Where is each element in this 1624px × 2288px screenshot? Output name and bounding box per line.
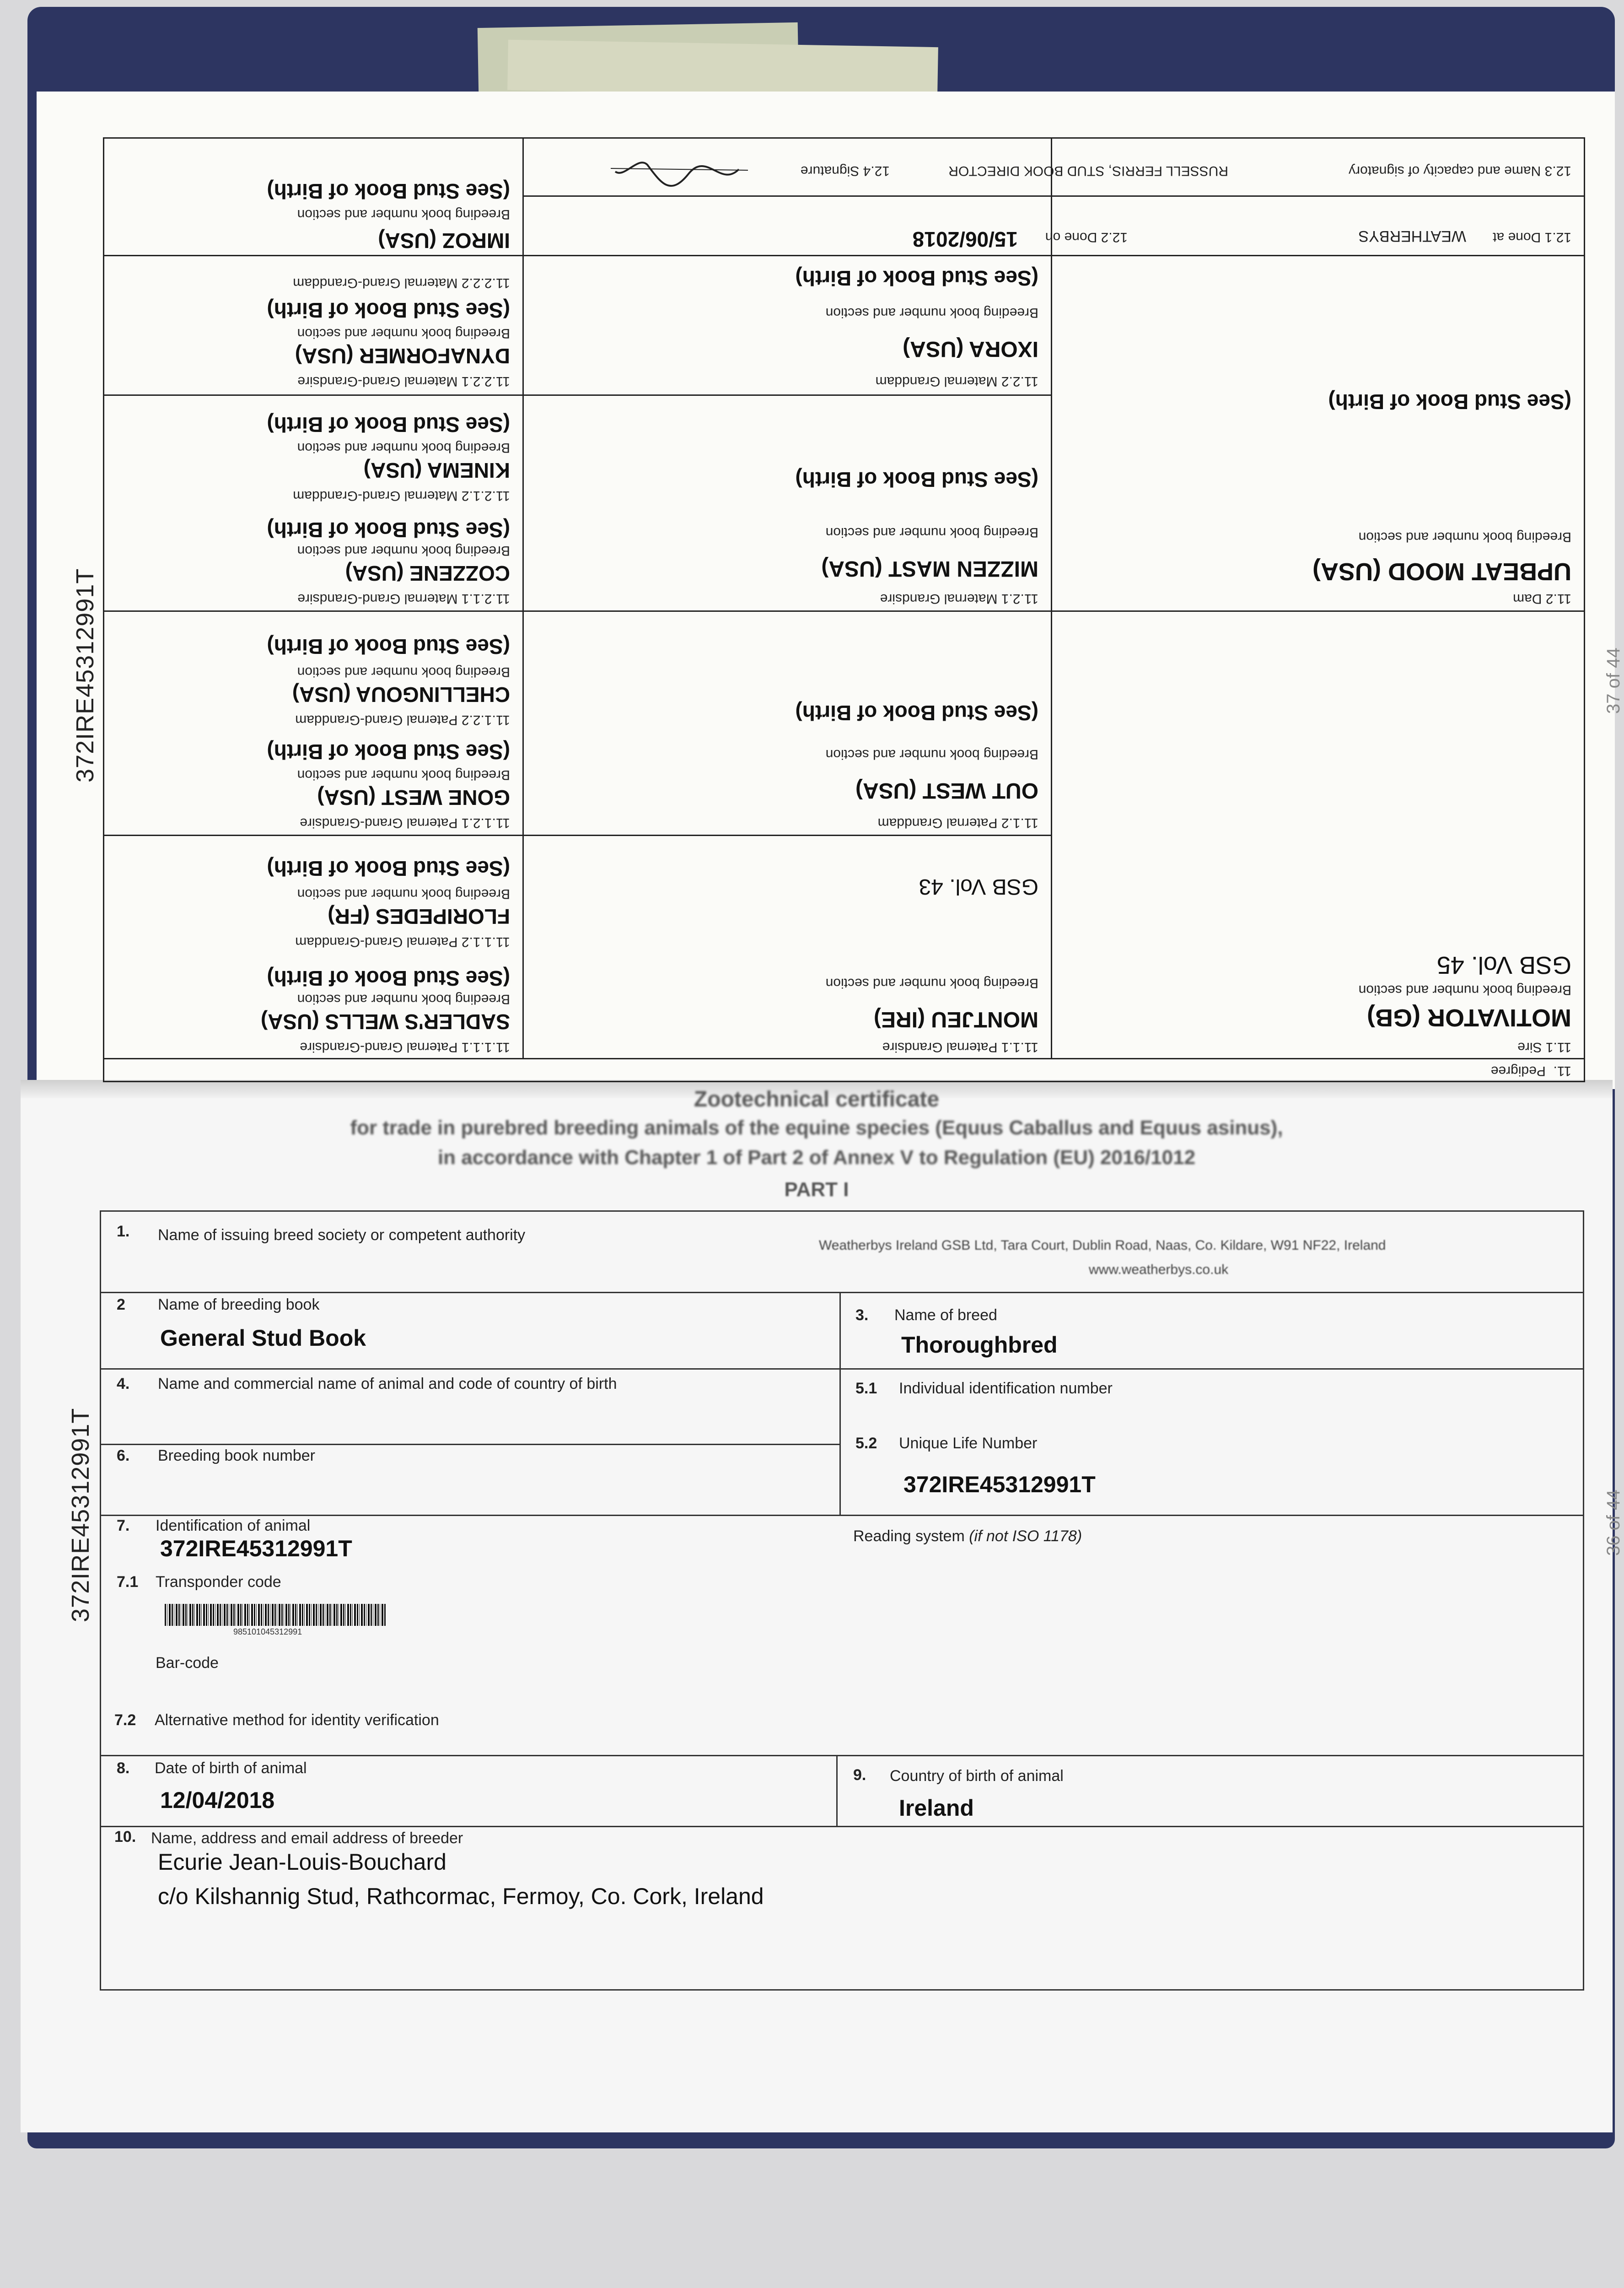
field-label: Name, address and email address of breeder [151, 1829, 463, 1847]
sire-code: 11.1 Sire [1517, 1040, 1571, 1055]
great-grandparent-book-label: Breeding book number and section [297, 886, 510, 901]
great-grandparent-code: 11.2.2.1 Maternal Grand-Grandsire [297, 374, 510, 389]
field-number: 1. [117, 1223, 130, 1240]
breeder-address: c/o Kilshannig Stud, Rathcormac, Fermoy, Co. Cork, Ireland [158, 1883, 764, 1909]
unique-life-number-value: 372IRE45312991T [903, 1472, 1096, 1497]
grandparent-book-value: (See Stud Book of Birth) [795, 266, 1038, 290]
great-grandparent-code: 11.2.1.1 Maternal Grand-Grandsire [297, 591, 510, 606]
identification-value: 372IRE45312991T [160, 1536, 352, 1561]
field-number: 2 [117, 1296, 125, 1313]
certificate-subtitle-2: in accordance with Chapter 1 of Part 2 of Annex V to Regulation (EU) 2016/1012 [437, 1146, 1196, 1169]
paper-tab [507, 40, 938, 97]
field-number: 7.2 [114, 1711, 136, 1729]
grandparent-book-value: GSB Vol. 43 [919, 874, 1038, 899]
grandparent-book-label: Breeding book number and section [825, 747, 1038, 762]
dam-name: UPBEAT MOOD (USA) [1312, 558, 1571, 585]
great-grandparent-code: 11.2.1.2 Maternal Grand-Granddam [293, 488, 510, 503]
certificate-title: Zootechnical certificate [694, 1087, 940, 1112]
great-grandparent-code: 11.1.1.1 Paternal Grand-Grandsire [300, 1040, 510, 1055]
great-grandparent-book-label: Breeding book number and section [297, 326, 510, 341]
grandparent-name: OUT WEST (USA) [855, 778, 1038, 803]
field-number: 4. [117, 1375, 130, 1392]
field-label: Unique Life Number [899, 1435, 1038, 1452]
issuing-authority-url[interactable]: www.weatherbys.co.uk [1089, 1262, 1229, 1277]
field-label: Identification of animal [156, 1517, 311, 1534]
field-label: Individual identification number [899, 1380, 1113, 1397]
reading-system-note: (if not ISO 1178) [969, 1527, 1082, 1545]
sire-book-label: Breeding book number and section [1358, 982, 1571, 998]
reading-system-label: Reading system [853, 1527, 965, 1545]
side-identifier-lower: 372IRE45312991T [67, 1408, 94, 1622]
section-label: Pedigree [1490, 1063, 1546, 1079]
breeding-book-value: General Stud Book [160, 1325, 366, 1351]
great-grandparent-book-label: Breeding book number and section [297, 440, 510, 455]
great-grandparent-book-value: (See Stud Book of Birth) [267, 857, 510, 880]
signature-label: 12.4 Signature [800, 163, 890, 178]
great-grandparent-name: KINEMA (USA) [363, 459, 510, 482]
field-label: Name and commercial name of animal and code of country of birth [158, 1375, 617, 1392]
field-number: 8. [117, 1759, 130, 1777]
dam-book-label: Breeding book number and section [1358, 529, 1571, 545]
signature-mark [611, 142, 748, 197]
great-grandparent-code: 11.1.1.2 Paternal Grand-Granddam [295, 934, 510, 950]
field-label: Name of breeding book [158, 1296, 320, 1313]
field-number: 6. [117, 1447, 130, 1464]
great-grandparent-code: 11.2.2.2 Maternal Grand-Granddam [293, 275, 510, 291]
barcode-label: Bar-code [156, 1654, 219, 1672]
issuing-authority-value: Weatherbys Ireland GSB Ltd, Tara Court, Dublin Road, Naas, Co. Kildare, W91 NF22, Ireland [819, 1238, 1386, 1253]
transponder-barcode [165, 1604, 387, 1626]
done-on-value: 15/06/2018 [912, 227, 1018, 251]
great-grandparent-book-value: (See Stud Book of Birth) [267, 298, 510, 322]
field-label: Name of breed [894, 1306, 997, 1324]
field-label: Country of birth of animal [890, 1767, 1064, 1785]
grandparent-book-value: (See Stud Book of Birth) [795, 468, 1038, 491]
great-grandparent-book-label: Breeding book number and section [297, 664, 510, 680]
sire-name: MOTIVATOR (GB) [1367, 1004, 1571, 1031]
page-number-lower: 36 of 44 [1603, 1489, 1624, 1556]
done-at-label: 12.1 Done at [1493, 230, 1571, 245]
great-grandparent-book-value: (See Stud Book of Birth) [267, 518, 510, 542]
dam-code: 11.2 Dam [1513, 591, 1571, 606]
great-grandparent-book-value: (See Stud Book of Birth) [267, 179, 510, 203]
grandparent-name: MIZZEN MAST (USA) [821, 556, 1038, 581]
date-of-birth-value: 12/04/2018 [160, 1787, 275, 1813]
field-label: Date of birth of animal [155, 1759, 307, 1777]
field-number: 7. [117, 1517, 130, 1534]
great-grandparent-book-value: (See Stud Book of Birth) [267, 413, 510, 437]
grandparent-code: 11.1.1 Paternal Grandsire [882, 1040, 1038, 1055]
certificate-subtitle-1: for trade in purebred breeding animals of the equine species (Equus Caballus and Equus asinus), [350, 1117, 1283, 1139]
field-number: 7.1 [117, 1573, 139, 1591]
great-grandparent-name: COZZENE (USA) [345, 561, 510, 585]
great-grandparent-name: GONE WEST (USA) [317, 786, 510, 809]
great-grandparent-code: 11.1.2.1 Paternal Grand-Grandsire [300, 815, 510, 831]
dam-book-value: (See Stud Book of Birth) [1328, 390, 1571, 414]
great-grandparent-book-label: Breeding book number and section [297, 767, 510, 782]
part-heading: PART I [784, 1178, 849, 1201]
country-of-birth-value: Ireland [899, 1795, 974, 1821]
side-identifier-upper: 372IRE45312991T [71, 568, 99, 782]
great-grandparent-book-label: Breeding book number and section [297, 992, 510, 1007]
field-label: Transponder code [156, 1573, 281, 1591]
field-label: Breeding book number [158, 1447, 316, 1464]
great-grandparent-book-label: Breeding book number and section [297, 543, 510, 558]
great-grandparent-book-value: (See Stud Book of Birth) [267, 740, 510, 764]
field-label: Alternative method for identity verification [155, 1711, 439, 1729]
done-at-value: WEATHERBYS [1358, 227, 1466, 245]
breeder-name: Ecurie Jean-Louis-Bouchard [158, 1849, 446, 1875]
done-on-label: 12.2 Done on [1045, 230, 1128, 245]
grandparent-book-label: Breeding book number and section [825, 525, 1038, 540]
great-grandparent-name: CHELLINGOUA (USA) [292, 683, 510, 707]
great-grandparent-name: FLORIPEDES (FR) [328, 905, 510, 928]
great-grandparent-name: IMROZ (USA) [378, 229, 510, 253]
field-number: 5.1 [855, 1380, 877, 1397]
breed-value: Thoroughbred [901, 1332, 1058, 1358]
grandparent-book-label: Breeding book number and section [825, 305, 1038, 320]
barcode-number: 985101045312991 [233, 1627, 302, 1636]
grandparent-book-label: Breeding book number and section [825, 976, 1038, 991]
field-number: 9. [853, 1766, 866, 1784]
great-grandparent-name: SADLER'S WELLS (USA) [260, 1010, 510, 1034]
field-number: 10. [114, 1828, 136, 1846]
field-label: Name of issuing breed society or competent authority [158, 1226, 526, 1244]
great-grandparent-book-value: (See Stud Book of Birth) [267, 966, 510, 990]
grandparent-code: 11.2.1 Maternal Grandsire [880, 591, 1038, 606]
grandparent-code: 11.2.2 Maternal Granddam [875, 374, 1038, 389]
great-grandparent-name: DYNAFORMER (USA) [295, 344, 510, 368]
great-grandparent-book-label: Breeding book number and section [297, 207, 510, 222]
section-number: 11. [1553, 1063, 1571, 1079]
page-number-upper: 37 of 44 [1603, 648, 1624, 714]
field-number: 5.2 [855, 1435, 877, 1452]
sire-book-value: GSB Vol. 45 [1436, 951, 1571, 979]
pedigree-section [103, 137, 1585, 1082]
grandparent-name: MONTJEU (IRE) [874, 1007, 1038, 1031]
field-number: 3. [855, 1306, 869, 1324]
great-grandparent-book-value: (See Stud Book of Birth) [267, 635, 510, 658]
grandparent-book-value: (See Stud Book of Birth) [795, 701, 1038, 725]
grandparent-name: IXORA (USA) [903, 337, 1038, 361]
great-grandparent-code: 11.1.2.2 Paternal Grand-Granddam [295, 712, 510, 728]
grandparent-code: 11.1.2 Paternal Granddam [877, 815, 1038, 831]
signatory-name-value: RUSSELL FERRIS, STUD BOOK DIRECTOR [948, 163, 1228, 178]
signatory-name-label: 12.3 Name and capacity of signatory [1349, 163, 1571, 178]
